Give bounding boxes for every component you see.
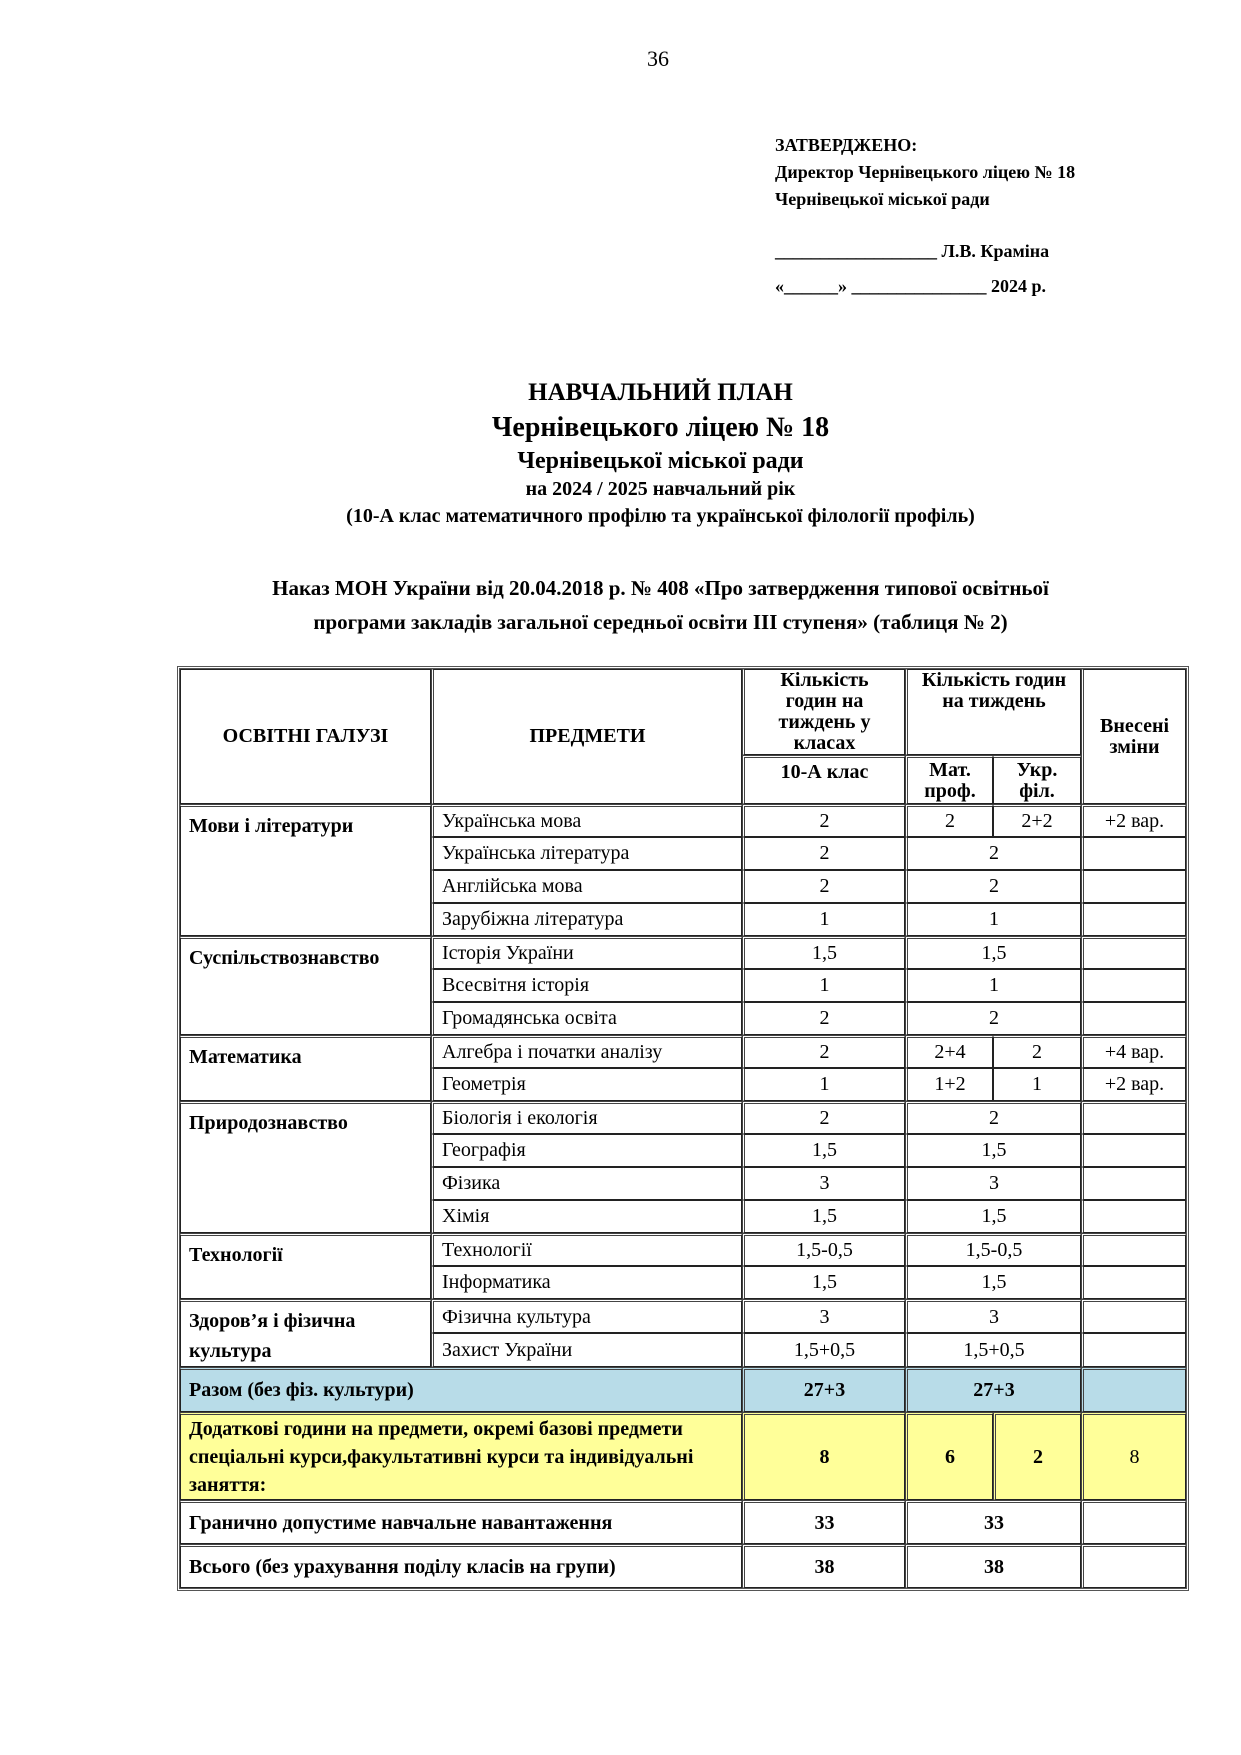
summary-class-10a: 27+3 (742, 1367, 905, 1412)
document-title (0, 376, 1241, 530)
class-10a-hours-cell: 1,5 (742, 1134, 905, 1167)
class-10a-hours-cell: 2 (742, 870, 905, 903)
ukr-philology-hours-cell: 2 (993, 1035, 1081, 1068)
header-hours-week: Кількість годин на тиждень (905, 669, 1081, 755)
subject-cell: Алгебра і початки аналізу (431, 1035, 742, 1068)
math-profile-hours-cell: 2 (905, 804, 993, 837)
class-10a-hours-cell: 1 (742, 903, 905, 936)
summary-changes (1081, 1367, 1186, 1412)
area-cell: Технології (180, 1233, 431, 1299)
title-line-5: (10-А клас математичного профілю та української філології профіль) (346, 505, 975, 527)
subject-cell: Громадянська освіта (431, 1002, 742, 1035)
changes-cell: +4 вар. (1081, 1035, 1186, 1068)
table-row (180, 1101, 1186, 1134)
area-cell: Природознавство (180, 1101, 431, 1233)
total-profiles: 38 (905, 1544, 1081, 1588)
profile-hours-cell: 1,5-0,5 (905, 1233, 1081, 1266)
total-class-10a: 38 (742, 1544, 905, 1588)
changes-cell (1081, 969, 1186, 1002)
changes-cell (1081, 1233, 1186, 1266)
class-10a-hours-cell: 1,5+0,5 (742, 1333, 905, 1367)
title-line-2: Чернівецького ліцею № 18 (491, 412, 830, 443)
area-cell: Мови і літератури (180, 804, 431, 936)
changes-cell (1081, 1333, 1186, 1367)
profile-hours-cell: 2 (905, 1002, 1081, 1035)
ukr-philology-hours-cell: 1 (993, 1068, 1081, 1101)
changes-cell (1081, 1134, 1186, 1167)
profile-hours-cell: 1 (905, 903, 1081, 936)
approval-heading: ЗАТВЕРДЖЕНО: (775, 135, 918, 155)
profile-hours-cell: 1,5 (905, 1266, 1081, 1299)
summary-profiles: 27+3 (905, 1367, 1081, 1412)
approval-director: Директор Чернівецького ліцею № 18 (775, 162, 1076, 182)
class-10a-hours-cell: 2 (742, 1101, 905, 1134)
title-line-3: Чернівецької міської ради (517, 448, 804, 474)
changes-cell (1081, 1299, 1186, 1333)
class-10a-hours-cell: 3 (742, 1167, 905, 1200)
profile-hours-cell: 3 (905, 1167, 1081, 1200)
table-row (180, 1035, 1186, 1068)
title-line-1: НАВЧАЛЬНИЙ ПЛАН (528, 379, 793, 406)
max-load-class-10a: 33 (742, 1500, 905, 1544)
area-cell: Суспільствознавство (180, 936, 431, 1035)
profile-hours-cell: 2 (905, 870, 1081, 903)
subject-cell: Історія України (431, 936, 742, 969)
summary-label: Разом (без фіз. культури) (180, 1367, 742, 1412)
table-row (180, 936, 1186, 969)
header-changes: Внесені зміни (1081, 669, 1186, 804)
changes-cell (1081, 1101, 1186, 1134)
subject-cell: Англійська мова (431, 870, 742, 903)
subject-cell: Українська мова (431, 804, 742, 837)
subject-cell: Фізична культура (431, 1299, 742, 1333)
changes-cell (1081, 1002, 1186, 1035)
order-line-1: Наказ МОН України від 20.04.2018 р. № 408 «Про затвердження типової освітньої (272, 576, 1049, 600)
class-10a-hours-cell: 2 (742, 804, 905, 837)
changes-cell (1081, 870, 1186, 903)
class-10a-hours-cell: 2 (742, 1002, 905, 1035)
subject-cell: Геометрія (431, 1068, 742, 1101)
class-10a-hours-cell: 2 (742, 837, 905, 870)
approval-signature: __________________ Л.В. Краміна (775, 241, 1050, 261)
header-math-prof: Мат. проф. (905, 755, 993, 804)
summary-row (180, 1367, 1186, 1412)
approval-date: «______» _______________ 2024 р. (775, 276, 1047, 296)
area-cell: Здоров’я і фізична культура (180, 1299, 431, 1367)
total-row (180, 1544, 1186, 1588)
class-10a-hours-cell: 1,5 (742, 1200, 905, 1233)
math-profile-hours-cell: 2+4 (905, 1035, 993, 1068)
header-ukr-fil: Укр. філ. (993, 755, 1081, 804)
table-row (180, 804, 1186, 837)
additional-math: 6 (905, 1412, 993, 1500)
changes-cell (1081, 1266, 1186, 1299)
profile-hours-cell: 3 (905, 1299, 1081, 1333)
changes-cell (1081, 903, 1186, 936)
changes-cell (1081, 1167, 1186, 1200)
max-load-row (180, 1500, 1186, 1544)
class-10a-hours-cell: 1,5 (742, 1266, 905, 1299)
profile-hours-cell: 2 (905, 837, 1081, 870)
header-hours-classes: Кількість годин на тиждень у класах (742, 669, 905, 755)
table-row (180, 1233, 1186, 1266)
page-number: 36 (647, 46, 669, 71)
max-load-profiles: 33 (905, 1500, 1081, 1544)
total-changes (1081, 1544, 1186, 1588)
subject-cell: Інформатика (431, 1266, 742, 1299)
additional-ukr: 2 (993, 1412, 1081, 1500)
additional-row (180, 1412, 1186, 1500)
subject-cell: Біологія і екологія (431, 1101, 742, 1134)
changes-cell (1081, 1200, 1186, 1233)
table-row (180, 1299, 1186, 1333)
approval-block (775, 132, 1075, 300)
subject-cell: Географія (431, 1134, 742, 1167)
ukr-philology-hours-cell: 2+2 (993, 804, 1081, 837)
order-reference (0, 571, 1241, 639)
area-cell: Математика (180, 1035, 431, 1101)
curriculum-table (177, 666, 1189, 1591)
class-10a-hours-cell: 1,5-0,5 (742, 1233, 905, 1266)
subject-cell: Українська література (431, 837, 742, 870)
class-10a-hours-cell: 1,5 (742, 936, 905, 969)
subject-cell: Захист України (431, 1333, 742, 1367)
header-subjects: ПРЕДМЕТИ (431, 669, 742, 804)
profile-hours-cell: 1,5 (905, 1134, 1081, 1167)
changes-cell (1081, 837, 1186, 870)
changes-cell: +2 вар. (1081, 804, 1186, 837)
order-line-2: програми закладів загальної середньої освіти ІІІ ступеня» (таблиця № 2) (313, 610, 1008, 634)
profile-hours-cell: 1 (905, 969, 1081, 1002)
header-areas: ОСВІТНІ ГАЛУЗІ (180, 669, 431, 804)
profile-hours-cell: 1,5 (905, 936, 1081, 969)
additional-label: Додаткові години на предмети, окремі базові предмети спеціальні курси,факультативні курси та індивідуальні заняття: (180, 1412, 742, 1500)
additional-class-10a: 8 (742, 1412, 905, 1500)
additional-changes: 8 (1081, 1412, 1186, 1500)
changes-cell: +2 вар. (1081, 1068, 1186, 1101)
profile-hours-cell: 1,5 (905, 1200, 1081, 1233)
class-10a-hours-cell: 3 (742, 1299, 905, 1333)
total-label: Всього (без урахування поділу класів на групи) (180, 1544, 742, 1588)
header-class-10a: 10-А клас (742, 755, 905, 804)
changes-cell (1081, 936, 1186, 969)
class-10a-hours-cell: 1 (742, 969, 905, 1002)
subject-cell: Фізика (431, 1167, 742, 1200)
subject-cell: Хімія (431, 1200, 742, 1233)
class-10a-hours-cell: 1 (742, 1068, 905, 1101)
profile-hours-cell: 2 (905, 1101, 1081, 1134)
profile-hours-cell: 1,5+0,5 (905, 1333, 1081, 1367)
subject-cell: Всесвітня історія (431, 969, 742, 1002)
max-load-changes (1081, 1500, 1186, 1544)
class-10a-hours-cell: 2 (742, 1035, 905, 1068)
subject-cell: Технології (431, 1233, 742, 1266)
approval-council: Чернівецької міської ради (775, 189, 990, 209)
max-load-label: Гранично допустиме навчальне навантаження (180, 1500, 742, 1544)
title-line-4: на 2024 / 2025 навчальний рік (525, 478, 796, 500)
subject-cell: Зарубіжна література (431, 903, 742, 936)
math-profile-hours-cell: 1+2 (905, 1068, 993, 1101)
